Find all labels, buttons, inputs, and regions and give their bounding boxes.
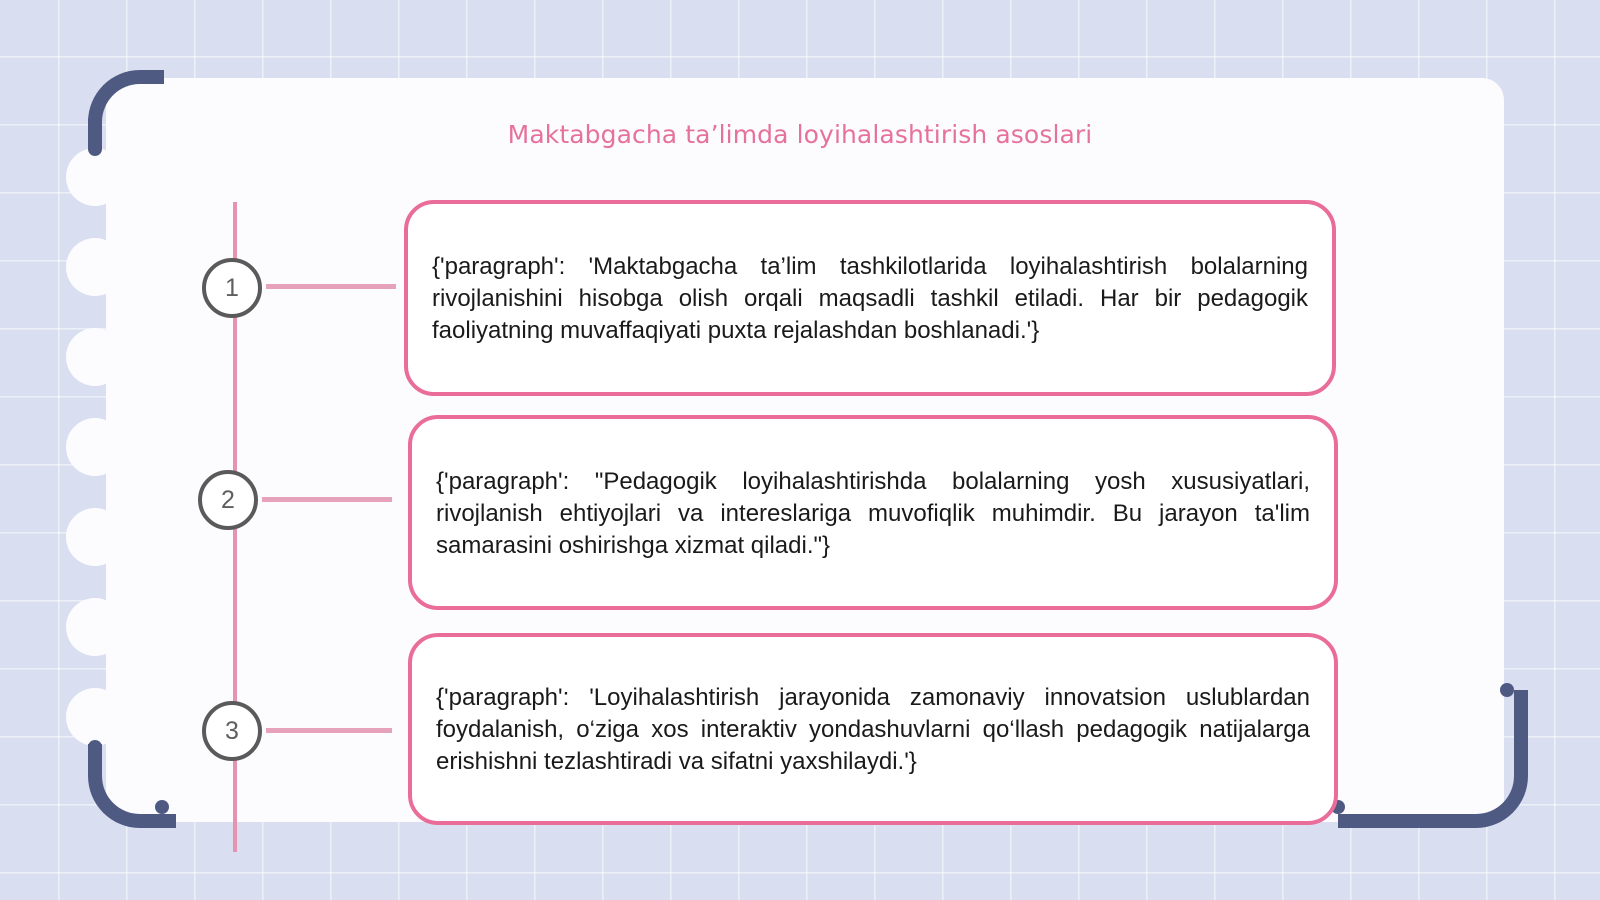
timeline-connector xyxy=(266,284,396,289)
notch-decoration xyxy=(66,508,124,566)
timeline-card xyxy=(404,200,1336,396)
step-number: 3 xyxy=(225,716,239,745)
notch-decoration xyxy=(66,238,124,296)
notch-decoration xyxy=(66,688,124,746)
card-paragraph: {'paragraph': "Pedagogik loyihalashtirishda bolalarning yosh xususiyatlari, rivojlanish ehtiyojlari va intereslariga muvofiqlik muhimdir. Bu jarayon ta'lim samarasini oshirishga xizmat qiladi."} xyxy=(436,467,1310,559)
step-number-circle xyxy=(198,470,258,530)
corner-bracket-bottom-left xyxy=(88,744,176,828)
card-paragraph: {'paragraph': 'Loyihalashtirish jarayonida zamonaviy innovatsion uslublardan foydalanish, o‘ziga xos interaktiv yondashuvlarni qo‘llash pedagogik natijalarga erishishni tezlashtiradi va sifatni yaxshilaydi.'} xyxy=(436,684,1310,775)
timeline-connector xyxy=(262,497,392,502)
page-title: Maktabgacha ta’limda loyihalashtirish asoslari xyxy=(507,120,1093,149)
step-number: 2 xyxy=(221,485,235,514)
timeline-connector xyxy=(266,728,392,733)
bracket-cap xyxy=(1500,683,1514,697)
corner-bracket-top-left-leg xyxy=(88,118,102,156)
card-paragraph: {'paragraph': 'Maktabgacha ta’lim tashkilotlarida loyihalashtirish bolalarning rivojlanishini hisobga olish orqali maqsadli tashkil etiladi. Har bir pedagogik faoliyatning muvaffaqiyati puxta rejalashdan boshlanadi.'} xyxy=(432,253,1308,344)
step-number: 1 xyxy=(225,273,239,302)
bracket-cap xyxy=(155,800,169,814)
timeline-card xyxy=(408,633,1338,825)
notch-decoration xyxy=(66,328,124,386)
bracket-cap xyxy=(88,740,102,754)
bracket-cap xyxy=(136,70,150,84)
notch-decoration xyxy=(66,598,124,656)
timeline-card xyxy=(408,415,1338,610)
notch-decoration xyxy=(66,148,124,206)
step-number-circle xyxy=(202,258,262,318)
corner-bracket-bottom-right xyxy=(1338,690,1528,828)
step-number-circle xyxy=(202,701,262,761)
notch-decoration xyxy=(66,418,124,476)
